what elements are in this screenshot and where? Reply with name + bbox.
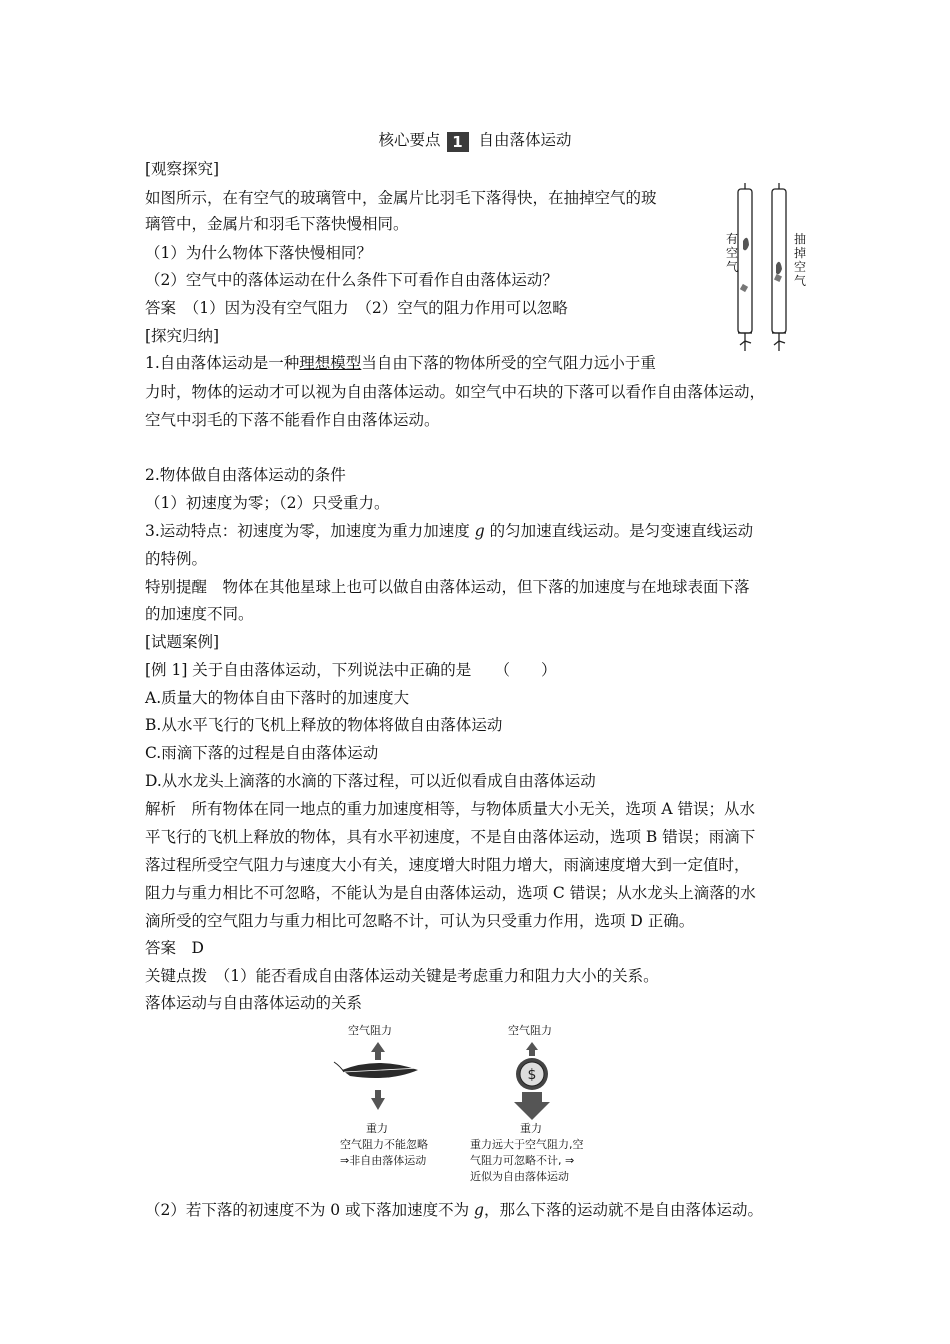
observe-para-line1: 如图所示，在有空气的玻璃管中，金属片比羽毛下落得快，在抽掉空气的玻 [145, 189, 657, 207]
key-point-line1: 关键点拨 （1）能否看成自由落体运动关键是考虑重力和阻力大小的关系。 [145, 967, 659, 985]
title-prefix: 核心要点 [378, 131, 441, 149]
right-gravity-label: 重力 [520, 1122, 542, 1135]
coin-up-arrow-icon [526, 1042, 538, 1056]
summary-line5: （1）初速度为零；（2）只受重力。 [145, 494, 390, 512]
left-caption-line2: ⇒非自由落体运动 [340, 1154, 427, 1167]
svg-text:$: $ [527, 1067, 537, 1083]
summary-heading: [探究归纳] [145, 327, 220, 345]
feather-drawing-icon [334, 1062, 420, 1078]
summary-line2: 力时，物体的运动才可以视为自由落体运动。如空气中石块的下落可以看作自由落体运动， [145, 383, 766, 401]
g-symbol: g [474, 522, 485, 540]
feather-up-arrow-icon [371, 1042, 385, 1060]
option-b: B.从水平飞行的飞机上释放的物体将做自由落体运动 [145, 716, 503, 734]
coin-down-arrow-icon [514, 1092, 550, 1120]
ideal-model-term: 理想模型 [299, 354, 362, 372]
solution-line4: 阻力与重力相比不可忽略，不能认为是自由落体运动，选项 C 错误；从水龙头上滴落的水 [145, 884, 756, 902]
left-gravity-label: 重力 [366, 1122, 388, 1135]
option-a: A.质量大的物体自由下落时的加速度大 [145, 689, 410, 707]
key-point-line2: 落体运动与自由落体运动的关系 [145, 994, 363, 1012]
tube-label-vacuum: 抽掉空气 [794, 232, 807, 288]
summary-line1: 1.自由落体运动是一种理想模型当自由下落的物体所受的空气阻力远小于重 [145, 354, 656, 372]
summary-line3: 空气中羽毛的下落不能看作自由落体运动。 [145, 411, 440, 429]
right-air-resistance-label: 空气阻力 [508, 1024, 552, 1037]
solution-line1: 解析 所有物体在同一地点的重力加速度相等，与物体质量大小无关，选项 A 错误；从水 [145, 800, 756, 818]
feather-icon-vacuum [776, 262, 782, 275]
feather-icon [743, 238, 749, 251]
right-tube [772, 189, 786, 333]
question-1: （1）为什么物体下落快慢相同？ [145, 244, 372, 262]
solution-line2: 平飞行的飞机上释放的物体，具有水平初速度，不是自由落体运动，选项 B 错误；雨滴下 [145, 828, 756, 846]
right-caption-line2: 气阻力可忽略不计, ⇒ [470, 1154, 575, 1167]
feather-down-arrow-icon [371, 1090, 385, 1110]
coin-drawing-icon [516, 1058, 548, 1090]
key-point-line3: （2）若下落的初速度不为 0 或下落加速度不为 g，那么下落的运动就不是自由落体运动。 [145, 1201, 763, 1219]
metal-piece-icon-vacuum [774, 274, 782, 282]
left-valve-icon [740, 333, 751, 351]
right-caption-line1: 重力远大于空气阻力,空 [470, 1138, 584, 1151]
solution-line5: 滴所受的空气阻力与重力相比可忽略不计，可认为只受重力作用，选项 D 正确。 [145, 912, 695, 930]
observe-para-line2: 璃管中，金属片和羽毛下落快慢相同。 [145, 215, 409, 233]
metal-piece-icon [740, 284, 748, 292]
option-c: C.雨滴下落的过程是自由落体运动 [145, 744, 379, 762]
example-question: [例 1] 关于自由落体运动，下列说法中正确的是 （ ） [145, 661, 557, 679]
title-text: 自由落体运动 [478, 131, 572, 149]
observe-heading: [观察探究] [145, 160, 220, 178]
example-answer: 答案 D [145, 939, 204, 957]
left-air-resistance-label: 空气阻力 [348, 1024, 392, 1037]
option-d: D.从水龙头上滴落的水滴的下落过程，可以近似看成自由落体运动 [145, 772, 596, 790]
left-tube [738, 189, 752, 333]
right-valve-icon [774, 333, 785, 351]
summary-line7: 的特例。 [145, 550, 208, 568]
tube-label-with-air: 有空气 [726, 232, 739, 274]
question-2: （2）空气中的落体运动在什么条件下可看作自由落体运动？ [145, 271, 558, 289]
section-title [0, 128, 950, 152]
left-caption-line1: 空气阻力不能忽略 [340, 1138, 428, 1151]
special-note-line2: 的加速度不同。 [145, 605, 254, 623]
falling-body-diagram [330, 1036, 620, 1122]
summary-line4: 2.物体做自由落体运动的条件 [145, 466, 346, 484]
summary-line6: 3.运动特点：初速度为零，加速度为重力加速度 g 的匀加速直线运动。是匀变速直线运动 [145, 522, 754, 540]
right-caption-line3: 近似为自由落体运动 [470, 1170, 569, 1183]
title-number-badge: 1 [447, 132, 469, 152]
observe-answer: 答案 （1）因为没有空气阻力 （2）空气的阻力作用可以忽略 [145, 299, 568, 317]
special-note-line1: 特别提醒 物体在其他星球上也可以做自由落体运动，但下落的加速度与在地球表面下落 [145, 578, 750, 596]
g-symbol-2: g [474, 1201, 484, 1219]
solution-line3: 落过程所受空气阻力与速度大小有关，速度增大时阻力增大，雨滴速度增大到一定值时， [145, 856, 750, 874]
example-heading: [试题案例] [145, 633, 220, 651]
